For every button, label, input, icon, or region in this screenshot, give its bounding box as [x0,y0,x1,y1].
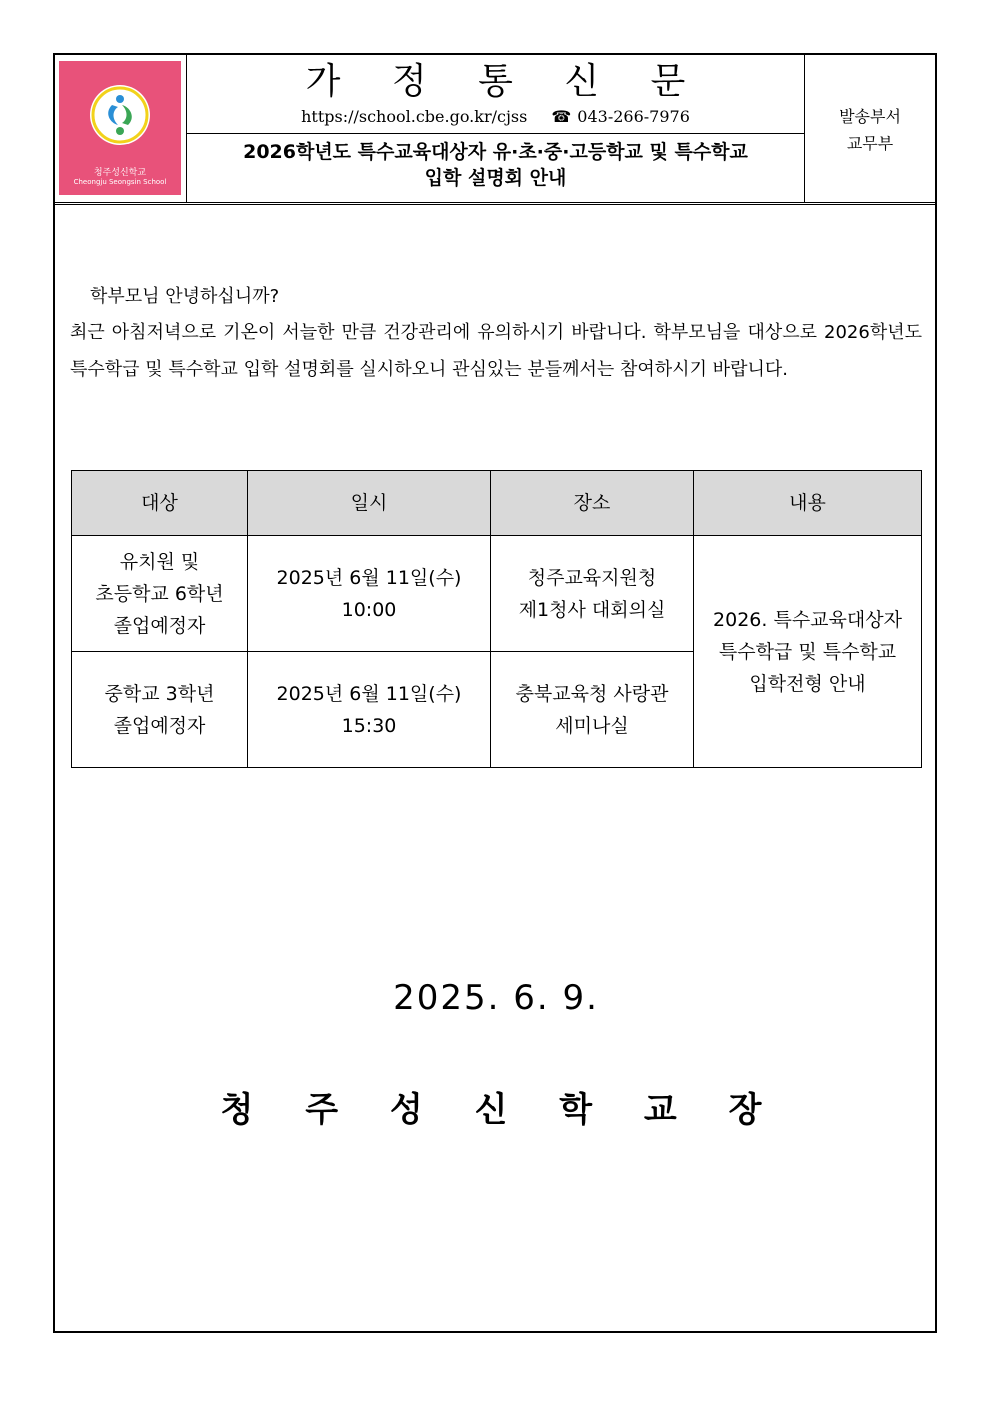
content-line-3: 입학전형 안내 [749,672,866,695]
row-1-place-line-1: 청주교육지원청 [527,566,657,589]
row-2-date: 2025년 6월 11일(수) [276,682,462,705]
page-title: 가 정 통 신 문 [305,61,706,102]
row-1-target-line-2: 초등학교 6학년 [95,582,224,605]
header-datetime: 일시 [248,471,491,536]
row-1-place-line-2: 제1청사 대회의실 [518,598,666,621]
content-line-2: 특수학급 및 특수학교 [718,640,897,663]
subtitle-line-1: 2026학년도 특수교육대상자 유·초·중·고등학교 및 특수학교 [243,141,748,163]
row-2-target [72,652,248,768]
content-cell [694,536,922,768]
department-cell [805,55,935,202]
phone-number: 043-266-7976 [577,107,690,126]
header-target: 대상 [72,471,248,536]
row-2-place [491,652,694,768]
contact-line [187,107,804,126]
row-1-target-line-1: 유치원 및 [119,550,200,573]
schedule-table [71,470,922,768]
body-paragraph: 최근 아침저녁으로 기온이 서늘한 만큼 건강관리에 유의하시기 바랍니다. 학부모님을 대상으로 2026학년도 특수학급 및 특수학교 입학 설명회를 실시하오니 관심있는 분들께서는 참여하시기 바랍니다. [70,322,922,380]
row-2-datetime [248,652,491,768]
logo-school-name: 청주성신학교 [93,168,147,178]
logo-cell [55,55,187,202]
issue-date: 2025. 6. 9. [393,978,599,1018]
department-value: 교무부 [846,134,894,153]
content-line-1: 2026. 특수교육대상자 [713,608,902,631]
table-header-row [72,471,922,536]
phone-icon: ☎ [551,107,572,126]
row-2-target-line-1: 중학교 3학년 [104,682,215,705]
row-1-datetime [248,536,491,652]
school-emblem-icon [90,85,150,145]
row-1-target-line-3: 졸업예정자 [113,614,206,637]
header-place: 장소 [491,471,694,536]
subtitle-line-2: 입학 설명회 안내 [424,167,567,189]
greeting: 학부모님 안녕하십니까? [90,286,280,307]
letter-header [55,55,935,205]
row-2-target-line-2: 졸업예정자 [113,714,206,737]
school-logo [59,61,181,195]
title-block [187,55,804,134]
row-1-place [491,536,694,652]
row-1-date: 2025년 6월 11일(수) [276,566,462,589]
row-2-place-line-1: 충북교육청 사랑관 [515,682,669,705]
logo-school-name-en: Cheongju Seongsin School [73,178,167,186]
principal-signature: 청 주 성 신 학 교 장 [220,1090,782,1130]
row-2-place-line-2: 세미나실 [555,714,629,737]
row-1-target [72,536,248,652]
row-1-time: 10:00 [341,598,397,621]
table-row [72,536,922,652]
header-content: 내용 [694,471,922,536]
department-label: 발송부서 [839,107,901,126]
row-2-time: 15:30 [341,714,397,737]
subtitle [187,139,804,191]
school-url[interactable]: https://school.cbe.go.kr/cjss [301,107,528,126]
title-cell [187,55,805,202]
